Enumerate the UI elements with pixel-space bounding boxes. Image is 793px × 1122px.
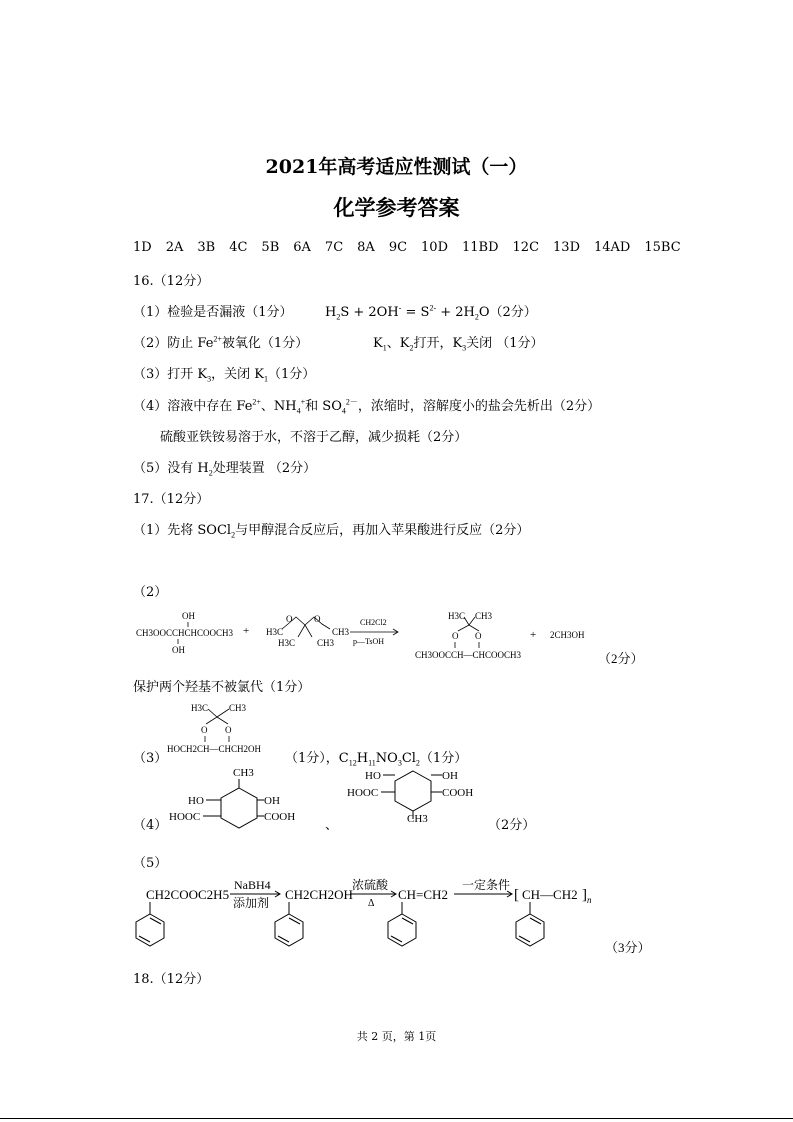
- choice-answer: 2A: [165, 240, 184, 255]
- choice-answer: 15BC: [644, 240, 681, 255]
- page-footer: 共 2 页，第 1页: [356, 1030, 437, 1043]
- diol-chain: HOCH2CH—CHCH2OH: [167, 744, 262, 754]
- q18-header: 18.（12分）: [133, 972, 210, 987]
- choice-answer: 6A: [293, 240, 311, 255]
- choice-answer: 5B: [261, 240, 280, 255]
- acetal-ch3-1: CH3: [332, 627, 350, 637]
- prod-o-1: O: [452, 631, 459, 641]
- protect-note: 保护两个羟基不被氯代（1分）: [133, 680, 311, 695]
- q16-line1-a: （1）检验是否漏液（1分）: [133, 305, 293, 320]
- acetal-ch3-2: CH3: [317, 638, 335, 648]
- bottom-rule: [0, 1118, 793, 1119]
- acetal-o-1: O: [286, 614, 293, 624]
- isomer1-oh: OH: [264, 795, 280, 807]
- isomer1-ch3: CH3: [233, 767, 254, 779]
- plus-1: +: [243, 625, 250, 637]
- choice-answers: [133, 240, 695, 255]
- q17-line1: （1）先将 SOCl$_2$与甲醇混合反应后，再加入苹果酸进行反应（2分）: [133, 523, 530, 540]
- choice-answer: 11BD: [462, 240, 499, 255]
- route-a2-bottom: Δ: [368, 898, 375, 909]
- diol-o-2: O: [225, 725, 232, 735]
- choice-answer: 10D: [421, 240, 448, 255]
- q16-line2-a: （2）防止 $Fe^{2+}$被氧化（1分）: [133, 334, 309, 351]
- diol-structure: [165, 700, 295, 760]
- choice-answer: 9C: [388, 240, 408, 255]
- isomer2-cooh: COOH: [442, 787, 474, 799]
- protected-product: CH3OOCCH—CHCOOCH3: [415, 650, 522, 660]
- q17-line3-formula: （1分），$C_{12}H_{11}NO_3Cl_2(1$分）: [285, 751, 468, 768]
- q17-header: 17.（12分）: [133, 492, 210, 507]
- route-a2-top: 浓硫酸: [352, 878, 389, 892]
- q17-line3-label: （3）: [133, 751, 168, 766]
- page-subtitle: 化学参考答案: [333, 195, 460, 220]
- choice-answer: 12C: [512, 240, 540, 255]
- synthesis-route: [130, 870, 790, 960]
- isomer1-hooc: HOOC: [169, 811, 201, 823]
- isomer2-ch3: CH3: [407, 813, 428, 825]
- oh-bottom: OH: [172, 645, 185, 655]
- isomer-separator: 、: [325, 818, 339, 833]
- route-a1-bottom: 添加剂: [233, 896, 270, 910]
- q16-header: 16.（12分）: [133, 274, 210, 289]
- route-s4-n: n: [587, 895, 592, 905]
- q16-line4-b: 硫酸亚铁铵易溶于水，不溶于乙醇，减少损耗（2分）: [160, 430, 468, 445]
- q16-line3: （3）打开 $K_3$，关闭 $K_1(1$分）: [133, 367, 316, 384]
- route-s2: CH2CH2OH: [285, 887, 353, 902]
- q16-line1-b: $H_2S + 2OH^- = S^{2-} + 2H_2O(2$分）: [325, 303, 537, 322]
- cond-bottom: p—TsOH: [353, 637, 384, 646]
- svg-text:[: [: [514, 887, 519, 903]
- isomer-1: [165, 763, 315, 835]
- isomer-2: [345, 763, 495, 835]
- acetal-h3c-2: H3C: [278, 638, 296, 648]
- choice-answer: 13D: [553, 240, 580, 255]
- route-s4: CH—CH2: [522, 887, 578, 902]
- prod-h3c: H3C: [448, 611, 466, 621]
- choice-answer: 7C: [324, 240, 344, 255]
- malate-ester: CH3OOCCHCHCOOCH3: [136, 628, 234, 638]
- q17-line4-label: （4）: [133, 818, 168, 833]
- route-score: （3分）: [605, 940, 651, 955]
- diol-h3c: H3C: [191, 703, 209, 713]
- svg-text:]: ]: [582, 887, 587, 903]
- methanol: 2CH3OH: [550, 630, 585, 640]
- diol-ch3: CH3: [229, 703, 247, 713]
- q16-line5: （5）没有 $H_2$处理装置 （2分）: [133, 461, 317, 478]
- q17-line2-label: （2）: [133, 585, 168, 600]
- isomer2-oh: OH: [442, 770, 458, 782]
- q17-line4-score: （2分）: [488, 818, 536, 833]
- acetal-o-2: O: [314, 614, 321, 624]
- q17-line5-label: （5）: [133, 856, 168, 871]
- isomer1-ho: HO: [188, 795, 204, 807]
- page-title: 2021年高考适应性测试（一）: [265, 156, 528, 178]
- diol-o-1: O: [201, 725, 208, 735]
- isomer1-cooh: COOH: [264, 811, 296, 823]
- prod-o-2: O: [475, 631, 482, 641]
- choice-answer: 4C: [229, 240, 248, 255]
- route-s3: CH=CH2: [398, 887, 448, 902]
- q16-line2-b: $K_1$、$K_2$打开，$K_3$关闭 （1分）: [373, 336, 544, 353]
- oh-top: OH: [182, 611, 195, 621]
- acetal-h3c-1: H3C: [266, 627, 284, 637]
- prod-ch3: CH3: [475, 611, 493, 621]
- choice-answer: 3B: [197, 240, 216, 255]
- isomer2-ho: HO: [365, 770, 381, 782]
- route-s1: CH2COOC2H5: [146, 887, 230, 902]
- route-a3-top: 一定条件: [462, 878, 511, 892]
- choice-answer: 1D: [133, 240, 152, 255]
- cond-top: CH2Cl2: [360, 618, 387, 627]
- route-a1-top: NaBH4: [234, 878, 271, 892]
- r1-score: （2分）: [598, 651, 644, 666]
- choice-answer: 8A: [357, 240, 375, 255]
- isomer2-hooc: HOOC: [347, 787, 379, 799]
- protection-reaction: [130, 605, 790, 675]
- choice-answer: 14AD: [594, 240, 631, 255]
- q16-line4: （4）溶液中存在 $Fe^{2+}$、$NH_4^+$和 $SO_4^{2-}$，浓缩时，溶解度小的盐会先析出（2分）: [133, 397, 601, 416]
- plus-2: +: [530, 629, 537, 641]
